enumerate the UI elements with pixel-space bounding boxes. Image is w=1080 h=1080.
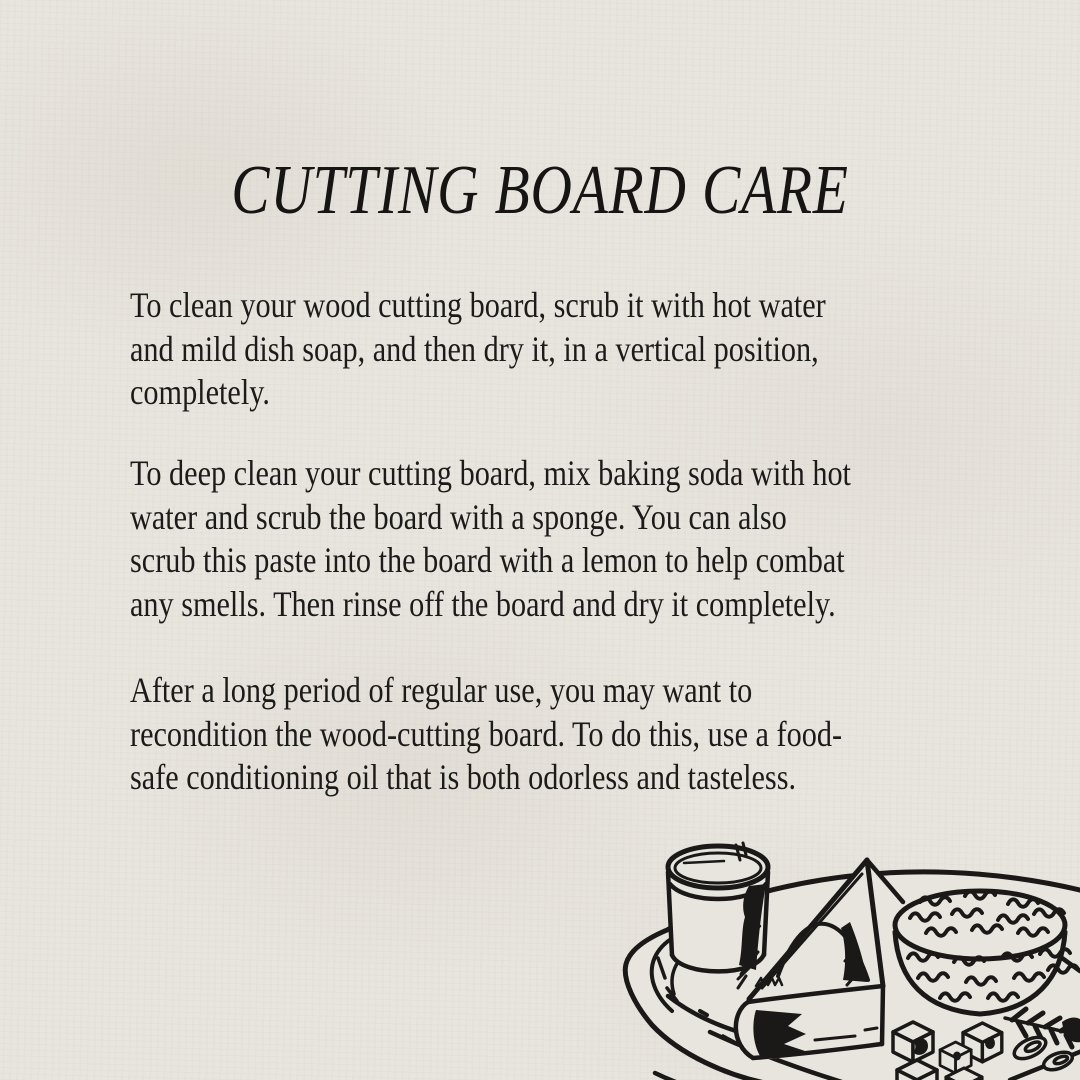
body-text-line: safe conditioning oil that is both odorless and tasteless.: [130, 757, 797, 797]
body-text-line: scrub this paste into the board with a lemon to help combat: [130, 540, 845, 580]
paragraph-deep-clean: [130, 452, 988, 626]
body-text-line: water and scrub the board with a sponge. You can also: [130, 496, 787, 537]
body-text-line: completely.: [130, 372, 270, 412]
body-text-line: recondition the wood-cutting board. To do this, use a food-: [130, 713, 843, 754]
body-text-line: any smells. Then rinse off the board and dry it completely.: [130, 583, 836, 624]
cheese-board-illustration: [610, 830, 1080, 1080]
paragraph-clean: [130, 284, 958, 415]
body-text-line: and mild dish soap, and then dry it, in a vertical position,: [130, 328, 819, 369]
body-text-line: To deep clean your cutting board, mix baking soda with hot: [130, 453, 851, 493]
body-text-line: To clean your wood cutting board, scrub it with hot water: [130, 285, 826, 325]
body-text-line: After a long period of regular use, you may want to: [130, 670, 753, 710]
cheese-board-line-art-svg: [610, 830, 1080, 1080]
page-title: CUTTING BOARD CARE: [231, 152, 849, 229]
jar-glass-icon: [668, 843, 768, 988]
paragraph-recondition: [130, 669, 978, 800]
